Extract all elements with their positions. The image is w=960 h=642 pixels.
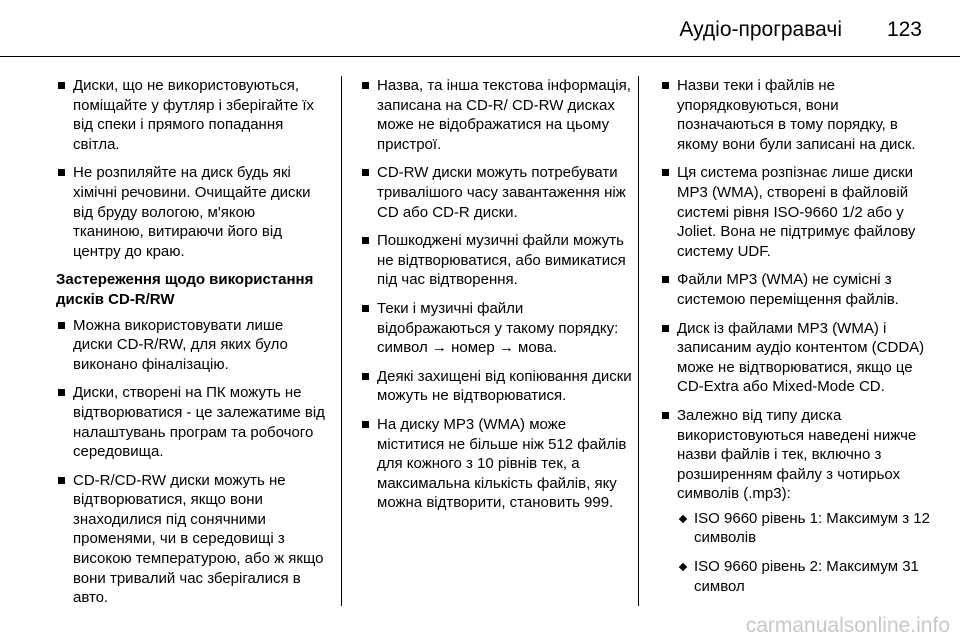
sub-list (677, 509, 930, 596)
list-item: Файли MP3 (WMA) не сумісні з системою переміщення файлів. (660, 270, 930, 309)
list-item: Теки і музичні файли відображаються у такому порядку: символ → номер → мова. (360, 299, 632, 358)
column-divider (341, 76, 342, 606)
sub-list-item: ISO 9660 рівень 2: Максимум 31 символ (677, 557, 930, 596)
list-item: Деякі захищені від копіювання диски можуть не відтворюватися. (360, 367, 632, 406)
column-right (660, 76, 930, 605)
column-divider (638, 76, 639, 606)
list-item: На диску MP3 (WMA) може міститися не більше ніж 512 файлів для кожного з 10 рівнів тек, а максимальна кількість файлів, яку можна відтворити, становить 999. (360, 415, 632, 513)
section-heading: Застереження щодо використання дисків CD-R/RW (56, 271, 314, 308)
bullet-list (360, 76, 632, 513)
list-item-text: Залежно від типу диска використовуються наведені нижче назви файлів і тек, включно з розширенням файлу з чотирьох символів (.mp3): (677, 406, 917, 503)
column-middle (360, 76, 632, 522)
sub-list-item: ISO 9660 рівень 1: Максимум з 12 символів (677, 509, 930, 548)
list-item: Диск із файлами MP3 (WMA) і записаним аудіо контентом (CDDA) може не відтворюватися, якщо це CD-Extra або Mixed-Mode CD. (660, 319, 930, 397)
list-item: Диски, створені на ПК можуть не відтворюватися - це залежатиме від налаштувань програм та робочого середовища. (56, 383, 326, 461)
list-item: Ця система розпізнає лише диски MP3 (WMA), створені в файловій системі рівня ISO-9660 1/2 або у Joliet. Вона не підтримує файлову систему UDF. (660, 163, 930, 261)
list-item: Диски, що не використовуються, поміщайте у футляр і зберігайте їх від спеки і прямого попадання світла. (56, 76, 326, 154)
list-item: Не розпиляйте на диск будь які хімічні речовини. Очищайте диски від бруду вологою, м'якою тканиною, витираючи його від центру до краю. (56, 163, 326, 261)
page-header (0, 0, 960, 56)
list-item: Назва, та інша текстова інформація, записана на CD-R/ CD-RW дисках може не відображатися на цьому пристрої. (360, 76, 632, 154)
bullet-list (660, 76, 930, 596)
column-left (56, 76, 326, 617)
page-number: 123 (886, 18, 922, 41)
page-title: Аудіо-програвачі (679, 18, 842, 41)
bullet-list (56, 316, 326, 608)
list-item: CD-RW диски можуть потребувати тривалішого часу завантаження ніж CD або CD-R диски. (360, 163, 632, 222)
watermark: carmanualsonline.info (745, 614, 950, 637)
list-item: Назви теки і файлів не упорядковуються, вони позначаються в тому порядку, в якому вони були записані на диск. (660, 76, 930, 154)
list-item: Пошкоджені музичні файли можуть не відтворюватися, або вимикатися під час відтворення. (360, 231, 632, 290)
list-item (660, 406, 930, 596)
list-item: CD-R/CD-RW диски можуть не відтворюватися, якщо вони знаходилися під сонячними променями, чи в середовищі з високою температурою, або ж якщо вони тривалий час зберігалися в авто. (56, 471, 326, 608)
header-rule (0, 56, 960, 57)
list-item: Можна використовувати лише диски CD-R/RW, для яких було виконано фіналізацію. (56, 316, 326, 375)
bullet-list (56, 76, 326, 261)
